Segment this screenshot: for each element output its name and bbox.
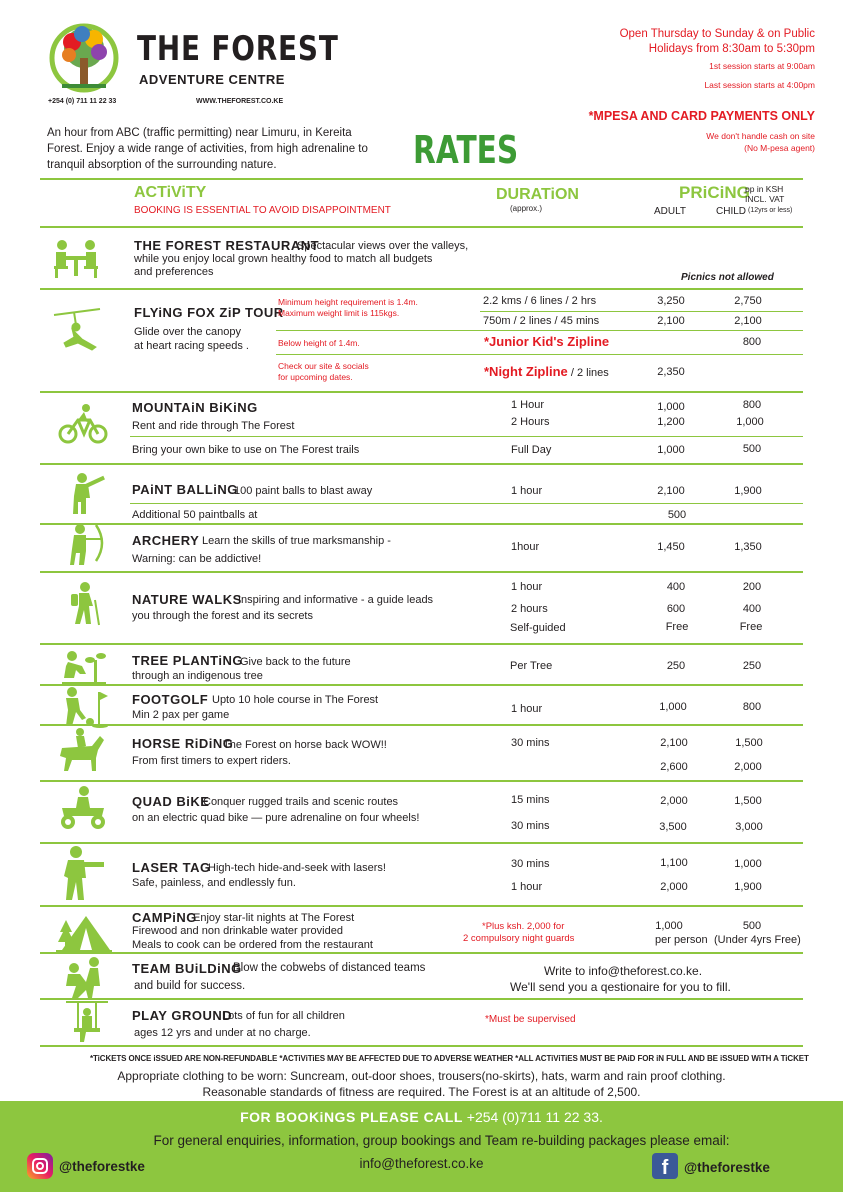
paint-title: PAiNT BALLiNG <box>132 482 238 497</box>
bookings-label: FOR BOOKiNGS PLEASE CALL <box>240 1109 463 1125</box>
laser-desc: High-tech hide-and-seek with lasers! <box>208 862 386 874</box>
divider <box>40 523 803 525</box>
team-desc: and build for success. <box>134 980 246 992</box>
paint-adult-price: 2,100 <box>657 485 685 497</box>
paintball-icon <box>62 472 112 516</box>
zip-requirement: Minimum height requirement is 1.4m. <box>278 297 418 307</box>
golf-adult-price: 1,000 <box>659 701 687 713</box>
quad-desc: Conquer rugged trails and scenic routes <box>203 796 399 808</box>
payment-methods: *MPESA AND CARD PAYMENTS ONLY <box>588 109 815 123</box>
zip-requirement: Maximum weight limit is 115kgs. <box>278 308 400 318</box>
paint-child-price: 1,900 <box>734 485 762 497</box>
divider <box>40 571 803 573</box>
horse-adult-price: 2,100 <box>660 737 688 749</box>
divider <box>40 391 803 393</box>
zip-adult-price: 2,100 <box>657 315 685 327</box>
horse-duration: 30 mins <box>511 737 550 749</box>
paint-duration: 1 hour <box>511 485 543 497</box>
laser-title: LASER TAG <box>132 860 211 875</box>
header-phone: +254 (0) 711 11 22 33 <box>48 98 117 105</box>
camping-child-price: 500 <box>742 920 762 932</box>
archery-desc: Learn the skills of true marksmanship - <box>202 535 391 547</box>
bike-desc: Bring your own bike to use on The Forest trails <box>132 444 360 456</box>
quad-icon <box>58 786 108 830</box>
laser-duration: 1 hour <box>511 881 543 893</box>
bike-child-price: 1,000 <box>736 416 764 428</box>
golf-child-price: 800 <box>742 701 762 713</box>
divider <box>40 288 803 290</box>
team-contact: Write to info@theforest.co.ke. <box>544 964 703 978</box>
booking-note: BOOKING IS ESSENTIAL TO AVOID DISAPPOINTMENT <box>134 205 391 216</box>
divider <box>130 503 803 504</box>
brand-name: THE FOREST <box>137 29 339 69</box>
tree-adult-price: 250 <box>666 660 686 672</box>
divider <box>40 463 803 465</box>
team-contact: We'll send you a qestionaire for you to fill. <box>510 980 731 994</box>
col-pp: pp in KSH INCL. VAT <box>745 184 785 204</box>
brand-subtitle: ADVENTURE CENTRE <box>139 72 285 87</box>
restaurant-desc: while you enjoy local grown healthy food to match all budgets <box>134 253 433 265</box>
divider <box>40 684 803 686</box>
horse-child-price: 2,000 <box>734 761 762 773</box>
divider <box>40 998 803 1000</box>
bookings-line <box>0 1109 843 1125</box>
laser-duration: 30 mins <box>511 858 550 870</box>
bike-duration: Full Day <box>511 444 552 456</box>
walks-adult-price: 600 <box>666 603 686 615</box>
divider <box>40 780 803 782</box>
archery-duration: 1hour <box>511 541 540 553</box>
camping-adult-price: 1,000 <box>655 920 683 932</box>
laser-child-price: 1,000 <box>734 858 762 870</box>
zip-desc: Glide over the canopy <box>134 326 242 338</box>
zip-title: FLYiNG FOX ZiP TOUR <box>134 305 284 320</box>
divider <box>40 952 803 954</box>
archery-title: ARCHERY <box>132 533 200 548</box>
restaurant-icon <box>52 236 102 280</box>
restaurant-desc: Spectacular views over the valleys, <box>297 240 469 252</box>
bike-child-price: 500 <box>742 443 762 455</box>
junior-child-price: 800 <box>742 336 762 348</box>
junior-zipline: *Junior Kid's Zipline <box>484 334 610 349</box>
walks-child-price: 400 <box>742 603 762 615</box>
archery-adult-price: 1,450 <box>657 541 685 553</box>
team-desc: Blow the cobwebs of distanced teams <box>233 962 426 974</box>
bike-duration: 2 Hours <box>511 416 550 428</box>
paint-extra-price: 500 <box>667 509 687 521</box>
zip-below-height: Below height of 1.4m. <box>278 338 360 348</box>
quad-duration: 30 mins <box>511 820 550 832</box>
horse-desc: From first timers to expert riders. <box>132 755 291 767</box>
divider <box>40 643 803 645</box>
night-zipline: *Night Zipline / 2 lines <box>484 364 609 379</box>
col-child: CHILD <box>716 206 747 217</box>
laser-adult-price: 1,100 <box>660 857 688 869</box>
laser-tag-icon <box>56 846 106 902</box>
laser-adult-price: 2,000 <box>660 881 688 893</box>
archery-icon <box>62 523 112 567</box>
tree-title: TREE PLANTiNG <box>132 653 243 668</box>
archery-child-price: 1,350 <box>734 541 762 553</box>
night-adult-price: 2,350 <box>657 366 685 378</box>
golf-desc: Upto 10 hole course in The Forest <box>212 694 379 706</box>
camping-icon <box>56 910 112 954</box>
divider <box>40 1045 803 1047</box>
instagram-handle[interactable]: @theforestke <box>59 1159 145 1174</box>
walks-duration: Self-guided <box>510 622 566 634</box>
zip-check-dates: for upcoming dates. <box>278 372 353 382</box>
laser-child-price: 1,900 <box>734 881 762 893</box>
walks-child-price: 200 <box>742 581 762 593</box>
divider <box>40 178 803 180</box>
header-website: WWW.THEFOREST.CO.KE <box>196 98 284 105</box>
camping-desc: Meals to cook can be ordered from the restaurant <box>132 939 373 951</box>
camping-adult-note: per person <box>655 934 708 946</box>
camping-child-note: (Under 4yrs Free) <box>714 934 801 946</box>
tree-duration: Per Tree <box>510 660 553 672</box>
no-cash-note: We don't handle cash on site (No M-pesa agent) <box>706 131 815 153</box>
camping-desc: Firewood and non drinkable water provided <box>132 925 343 937</box>
col-activity: ACTiViTY <box>134 184 207 201</box>
divider <box>276 354 803 355</box>
enquiries-text: For general enquiries, information, group bookings and Team re-building packages please email: <box>153 1133 730 1148</box>
tree-desc: through an indigenous tree <box>132 670 263 682</box>
opening-hours: Open Thursday to Sunday & on Public Holidays from 8:30am to 5:30pm <box>619 28 815 55</box>
zip-child-price: 2,100 <box>734 315 762 327</box>
archery-desc: Warning: can be addictive! <box>132 553 262 565</box>
laser-desc: Safe, painless, and endlessly fun. <box>132 877 296 889</box>
walks-adult-price: 400 <box>666 581 686 593</box>
horse-icon <box>56 728 106 772</box>
golf-duration: 1 hour <box>511 703 543 715</box>
team-title: TEAM BUiLDiNG <box>132 961 242 976</box>
swing-icon <box>62 1000 112 1044</box>
zip-child-price: 2,750 <box>734 295 762 307</box>
horse-desc: The Forest on horse back WOW!! <box>223 739 387 751</box>
walks-title: NATURE WALKS <box>132 592 242 607</box>
tree-planting-icon <box>60 644 110 688</box>
restaurant-title: THE FOREST RESTAURANT <box>134 238 320 253</box>
facebook-handle[interactable]: @theforestke <box>684 1160 770 1175</box>
play-desc: Lots of fun for all children <box>222 1010 345 1022</box>
divider <box>480 311 803 312</box>
horse-child-price: 1,500 <box>735 737 763 749</box>
picnic-note: Picnics not allowed <box>681 272 774 283</box>
col-adult: ADULT <box>654 206 687 217</box>
quad-duration: 15 mins <box>511 794 550 806</box>
fitness-note: Reasonable standards of fitness are required. The Forest is at an altitude of 2,500. <box>202 1085 641 1099</box>
walks-duration: 1 hour <box>511 581 543 593</box>
walks-duration: 2 hours <box>511 603 548 615</box>
zip-duration: 750m / 2 lines / 45 mins <box>483 315 600 327</box>
quad-child-price: 1,500 <box>734 795 762 807</box>
golf-title: FOOTGOLF <box>132 692 209 707</box>
intro-text: An hour from ABC (traffic permitting) near Limuru, in Kereita Forest. Enjoy a wide range of activities, from high adrenaline to tranquil absorption of the surrounding nature. <box>47 127 368 171</box>
tree-child-price: 250 <box>742 660 762 672</box>
first-session: 1st session starts at 9:00am <box>709 61 815 71</box>
zip-check-dates: Check our site & socials <box>278 361 369 371</box>
golf-desc: Min 2 pax per game <box>132 709 230 721</box>
camping-guard-note: *Plus ksh. 2,000 for <box>482 921 565 932</box>
horse-title: HORSE RiDiNG <box>132 736 234 751</box>
paint-desc: Additional 50 paintballs at <box>132 509 258 521</box>
facebook-icon[interactable]: f <box>652 1153 678 1179</box>
bike-adult-price: 1,000 <box>657 444 685 456</box>
col-approx: (approx.) <box>510 204 543 213</box>
terms-note: *TiCKETS ONCE iSSUED ARE NON-REFUNDABLE *ACTiViTiES MAY BE AFFECTED DUE TO ADVERSE WEATHER *ALL ACTiViTiES MUST BE PAiD FOR iN FULL AND BE iSSUED WiTH A TiCKET <box>90 1054 809 1063</box>
clothing-note: Appropriate clothing to be worn: Suncream, out-door shoes, trousers(no-skirts), hats, warm and rain proof clothing. <box>117 1069 726 1083</box>
hiking-icon <box>63 582 113 626</box>
bike-icon <box>58 402 108 446</box>
divider <box>40 724 803 726</box>
zip-duration: 2.2 kms / 6 lines / 2 hrs <box>483 295 597 307</box>
zip-desc: at heart racing speeds . <box>134 340 249 352</box>
logo-tree-icon <box>42 22 126 94</box>
camping-title: CAMPiNG <box>132 910 197 925</box>
footer-email[interactable]: info@theforest.co.ke <box>359 1156 484 1171</box>
play-desc: ages 12 yrs and under at no charge. <box>134 1027 311 1039</box>
play-title: PLAY GROUND <box>132 1008 233 1023</box>
camping-desc: Enjoy star-lit nights at The Forest <box>193 912 355 924</box>
walks-desc: you through the forest and its secrets <box>132 610 313 622</box>
quad-child-price: 3,000 <box>735 821 763 833</box>
bike-adult-price: 1,000 <box>657 401 685 413</box>
horse-adult-price: 2,600 <box>660 761 688 773</box>
bike-duration: 1 Hour <box>511 399 545 411</box>
col-duration: DURATiON <box>496 186 579 203</box>
col-child-note: (12yrs or less) <box>748 207 793 214</box>
walks-desc: Inspiring and informative - a guide leads <box>238 594 434 606</box>
divider <box>276 330 803 331</box>
tree-desc: Give back to the future <box>240 656 351 668</box>
quad-adult-price: 2,000 <box>660 795 688 807</box>
col-pricing: PRiCiNG <box>679 183 750 202</box>
divider <box>130 436 803 437</box>
quad-title: QUAD BiKE <box>132 794 210 809</box>
quad-desc: on an electric quad bike — pure adrenaline on four wheels! <box>132 812 420 824</box>
quad-adult-price: 3,500 <box>659 821 687 833</box>
paint-desc: 100 paint balls to blast away <box>234 485 373 497</box>
bike-title: MOUNTAiN BiKiNG <box>132 400 258 415</box>
bike-child-price: 800 <box>742 399 762 411</box>
walks-child-price: Free <box>739 621 763 633</box>
walks-adult-price: Free <box>665 621 689 633</box>
divider <box>40 905 803 907</box>
instagram-icon[interactable] <box>27 1153 53 1179</box>
camping-guard-note: 2 compulsory night guards <box>463 933 575 944</box>
team-icon <box>60 956 110 1000</box>
last-session: Last session starts at 4:00pm <box>704 80 815 90</box>
divider <box>40 226 803 228</box>
bike-desc: Rent and ride through The Forest <box>132 420 295 432</box>
bookings-phone[interactable]: +254 (0)711 11 22 33. <box>466 1109 603 1125</box>
bike-adult-price: 1,200 <box>657 416 685 428</box>
divider <box>40 842 803 844</box>
rates-title: RATES <box>413 128 519 172</box>
zipline-icon <box>52 307 102 351</box>
restaurant-desc: and preferences <box>134 266 214 278</box>
zip-adult-price: 3,250 <box>657 295 685 307</box>
play-supervised-note: *Must be supervised <box>485 1014 576 1025</box>
